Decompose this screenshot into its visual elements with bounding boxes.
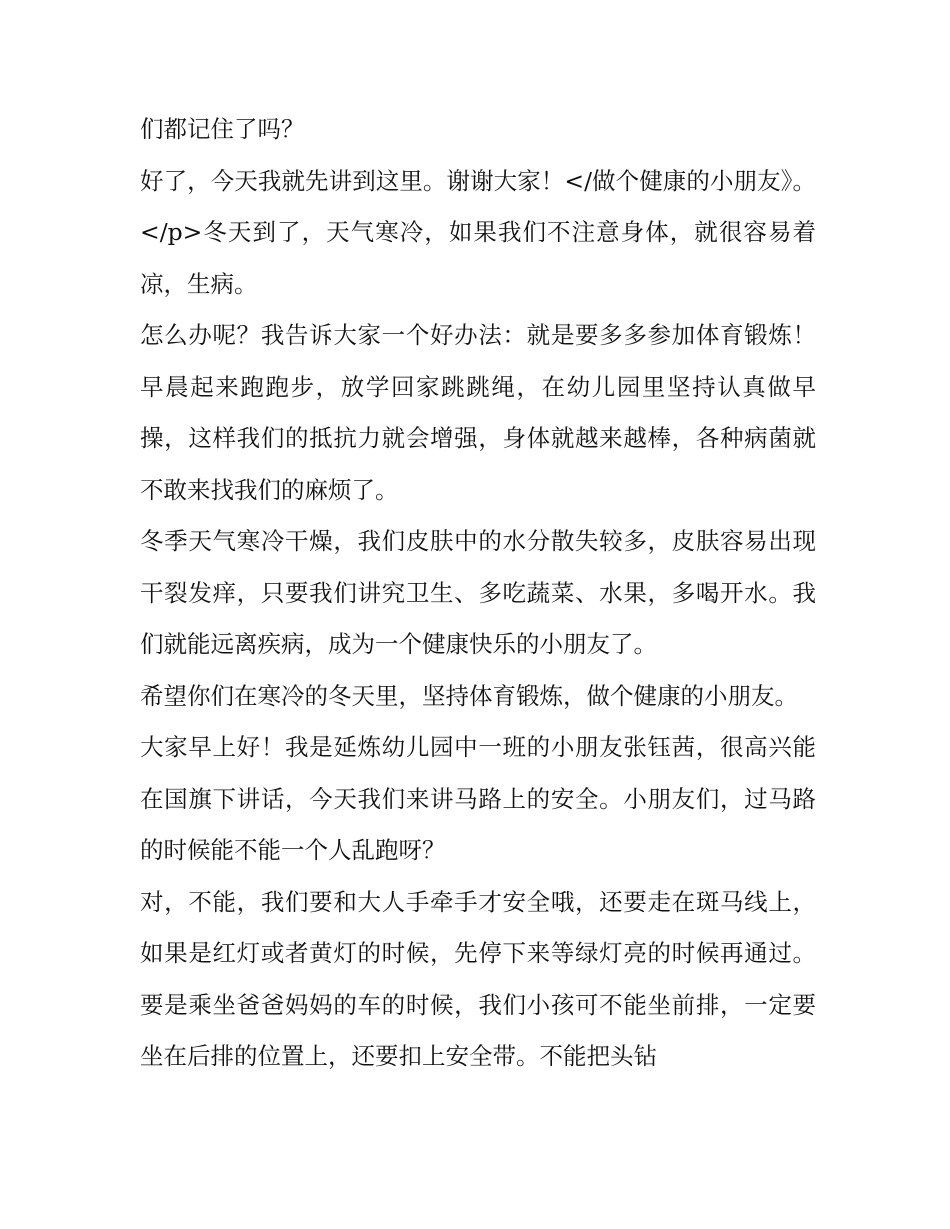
paragraph: 对，不能，我们要和大人手牵手才安全哦，还要走在斑马线上，如果是红灯或者黄灯的时候，先停下来等绿灯亮的时候再通过。要是乘坐爸爸妈妈的车的时候，我们小孩可不能坐前排，一定要坐在后排的位置上，还要扣上安全带。不能把头钻 [140,887,816,1070]
paragraph: 们都记住了吗？ [140,115,305,143]
paragraph: 怎么办呢？我告诉大家一个好办法：就是要多多参加体育锻炼！早晨起来跑跑步，放学回家跳跳绳，在幼儿园里坚持认真做早操，这样我们的抵抗力就会增强，身体就越来越棒，各种病菌就不敢来找我们的麻烦了。 [140,321,816,504]
paragraph: 好了，今天我就先讲到这里。谢谢大家！</做个健康的小朋友》。</p>冬天到了，天气寒冷，如果我们不注意身体，就很容易着凉，生病。 [140,166,816,298]
document-body [140,104,816,1083]
paragraph: 大家早上好！我是延炼幼儿园中一班的小朋友张钰茜，很高兴能在国旗下讲话，今天我们来讲马路上的安全。小朋友们，过马路的时候能不能一个人乱跑呀？ [140,733,816,864]
paragraph: 冬季天气寒冷干燥，我们皮肤中的水分散失较多，皮肤容易出现干裂发痒，只要我们讲究卫生、多吃蔬菜、水果，多喝开水。我们就能远离疾病，成为一个健康快乐的小朋友了。 [140,527,816,658]
paragraph: 希望你们在寒冷的冬天里，坚持体育锻炼，做个健康的小朋友。 [140,681,798,710]
